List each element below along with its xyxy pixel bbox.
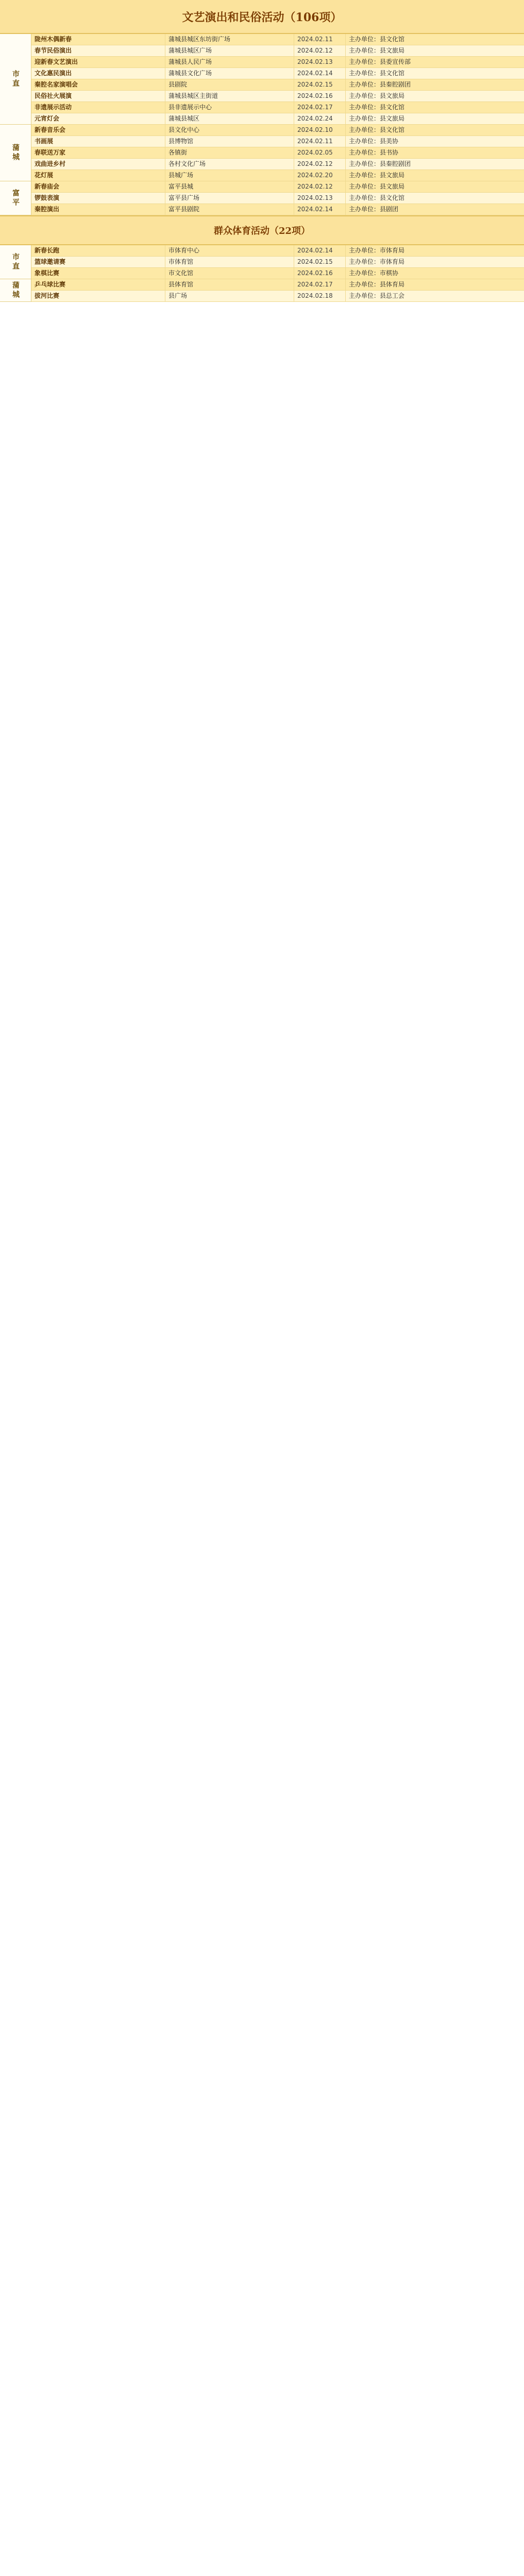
event-date-cell: 2024.02.15	[294, 257, 346, 267]
event-name-cell: 秦腔名家演唱会	[31, 79, 165, 90]
table-row	[31, 279, 524, 291]
region-rows	[31, 245, 524, 279]
table-row	[31, 170, 524, 181]
document	[0, 0, 524, 302]
event-date-cell: 2024.02.24	[294, 113, 346, 124]
event-name-cell: 文化惠民演出	[31, 68, 165, 79]
event-name-cell: 锣鼓表演	[31, 193, 165, 204]
event-name-cell: 象棋比赛	[31, 268, 165, 279]
event-host-cell: 主办单位：市棋协	[349, 269, 399, 277]
event-date-cell: 2024.02.05	[294, 147, 346, 158]
region-rows	[31, 279, 524, 302]
table-row	[31, 245, 524, 257]
event-place-cell: 富平县剧院	[165, 204, 294, 215]
event-host-cell: 主办单位：县秦腔剧团	[349, 160, 411, 167]
event-name-cell: 非遗展示活动	[31, 102, 165, 113]
region-label: 蒲城	[0, 279, 31, 302]
event-place-cell: 县文化中心	[165, 125, 294, 135]
event-host-cell: 主办单位：县秦腔剧团	[349, 81, 411, 88]
event-place-cell: 各村文化广场	[165, 159, 294, 170]
page-title: 文艺演出和民俗活动（106项）	[182, 10, 342, 24]
event-place-cell: 蒲城县城区东坊街广场	[165, 34, 294, 45]
event-place-cell: 县城广场	[165, 170, 294, 181]
table-row	[31, 147, 524, 159]
table-row	[31, 34, 524, 45]
table-row	[31, 68, 524, 79]
event-name-cell: 迎新春文艺演出	[31, 57, 165, 67]
sports-section-header	[0, 215, 524, 245]
event-place-cell: 市文化馆	[165, 268, 294, 279]
event-place-cell: 县剧院	[165, 79, 294, 90]
event-name-cell: 春节民俗演出	[31, 45, 165, 56]
event-date-cell: 2024.02.14	[294, 245, 346, 256]
event-date-cell: 2024.02.13	[294, 57, 346, 67]
event-host-cell: 主办单位：县书协	[349, 149, 399, 156]
event-name-cell: 秦腔演出	[31, 204, 165, 215]
event-name-cell: 新春音乐会	[31, 125, 165, 135]
event-host-cell: 主办单位：县文旅局	[349, 172, 405, 179]
event-date-cell: 2024.02.17	[294, 102, 346, 113]
event-name-cell: 乒乓球比赛	[31, 279, 165, 290]
event-place-cell: 市体育馆	[165, 257, 294, 267]
event-date-cell: 2024.02.14	[294, 204, 346, 215]
sports-events-table	[0, 245, 524, 302]
event-date-cell: 2024.02.17	[294, 279, 346, 290]
event-host-cell: 主办单位：县文旅局	[349, 115, 405, 122]
table-row	[31, 136, 524, 147]
event-name-cell: 花灯展	[31, 170, 165, 181]
event-host-cell: 主办单位：县文化馆	[349, 70, 405, 77]
event-place-cell: 蒲城县城区主街道	[165, 91, 294, 101]
event-host-cell: 主办单位：县剧团	[349, 206, 399, 213]
region-section	[0, 181, 524, 215]
region-rows	[31, 125, 524, 181]
event-date-cell: 2024.02.16	[294, 91, 346, 101]
event-place-cell: 富平县广场	[165, 193, 294, 204]
region-rows	[31, 34, 524, 125]
table-row	[31, 193, 524, 204]
table-row	[31, 159, 524, 170]
region-label: 市直	[0, 245, 31, 279]
region-label: 市直	[0, 34, 31, 125]
event-place-cell: 县体育馆	[165, 279, 294, 290]
event-date-cell: 2024.02.15	[294, 79, 346, 90]
event-name-cell: 元宵灯会	[31, 113, 165, 124]
page-title-bar	[0, 0, 524, 34]
table-row	[31, 291, 524, 302]
event-host-cell: 主办单位：市体育局	[349, 258, 405, 265]
event-host-cell: 主办单位：县文旅局	[349, 47, 405, 54]
table-row	[31, 102, 524, 113]
event-host-cell: 主办单位：县文化馆	[349, 126, 405, 133]
event-name-cell: 新春长跑	[31, 245, 165, 256]
event-name-cell: 书画展	[31, 136, 165, 147]
event-host-cell: 主办单位：县文化馆	[349, 194, 405, 201]
event-name-cell: 戏曲进乡村	[31, 159, 165, 170]
table-row	[31, 91, 524, 102]
event-date-cell: 2024.02.10	[294, 125, 346, 135]
table-row	[31, 57, 524, 68]
event-place-cell: 县非遗展示中心	[165, 102, 294, 113]
region-section	[0, 279, 524, 302]
event-host-cell: 主办单位：县文化馆	[349, 104, 405, 111]
event-name-cell: 民俗社火展演	[31, 91, 165, 101]
event-date-cell: 2024.02.13	[294, 193, 346, 204]
event-date-cell: 2024.02.11	[294, 136, 346, 147]
event-host-cell: 主办单位：县美协	[349, 138, 399, 145]
event-place-cell: 各镇街	[165, 147, 294, 158]
event-host-cell: 主办单位：县文化馆	[349, 36, 405, 43]
event-name-cell: 篮球邀请赛	[31, 257, 165, 267]
event-host-cell: 主办单位：县体育局	[349, 281, 405, 288]
event-host-cell: 主办单位：县总工会	[349, 292, 405, 299]
event-date-cell: 2024.02.12	[294, 45, 346, 56]
event-date-cell: 2024.02.20	[294, 170, 346, 181]
event-name-cell: 新春庙会	[31, 181, 165, 192]
event-date-cell: 2024.02.11	[294, 34, 346, 45]
event-place-cell: 蒲城县城区	[165, 113, 294, 124]
region-label: 蒲城	[0, 125, 31, 181]
table-row	[31, 125, 524, 136]
event-date-cell: 2024.02.14	[294, 68, 346, 79]
region-label: 富平	[0, 181, 31, 215]
event-name-cell: 春联送万家	[31, 147, 165, 158]
event-place-cell: 蒲城县文化广场	[165, 68, 294, 79]
event-place-cell: 富平县城	[165, 181, 294, 192]
event-place-cell: 蒲城县人民广场	[165, 57, 294, 67]
event-name-cell: 陇州木偶新春	[31, 34, 165, 45]
event-date-cell: 2024.02.12	[294, 181, 346, 192]
event-place-cell: 县博物馆	[165, 136, 294, 147]
sports-section-title: 群众体育活动（22项）	[213, 226, 311, 236]
event-host-cell: 主办单位：县文旅局	[349, 183, 405, 190]
region-rows	[31, 181, 524, 215]
table-row	[31, 268, 524, 279]
table-row	[31, 45, 524, 57]
event-date-cell: 2024.02.16	[294, 268, 346, 279]
table-row	[31, 204, 524, 215]
table-row	[31, 79, 524, 91]
event-host-cell: 主办单位：市体育局	[349, 247, 405, 254]
table-row	[31, 113, 524, 125]
region-section	[0, 34, 524, 125]
event-name-cell: 拔河比赛	[31, 291, 165, 301]
event-place-cell: 县广场	[165, 291, 294, 301]
event-date-cell: 2024.02.18	[294, 291, 346, 301]
event-date-cell: 2024.02.12	[294, 159, 346, 170]
table-row	[31, 181, 524, 193]
region-section	[0, 125, 524, 181]
event-host-cell: 主办单位：县文旅局	[349, 92, 405, 99]
event-host-cell: 主办单位：县委宣传部	[349, 58, 411, 65]
culture-events-table	[0, 34, 524, 215]
table-row	[31, 257, 524, 268]
event-place-cell: 蒲城县城区广场	[165, 45, 294, 56]
region-section	[0, 245, 524, 279]
event-place-cell: 市体育中心	[165, 245, 294, 256]
